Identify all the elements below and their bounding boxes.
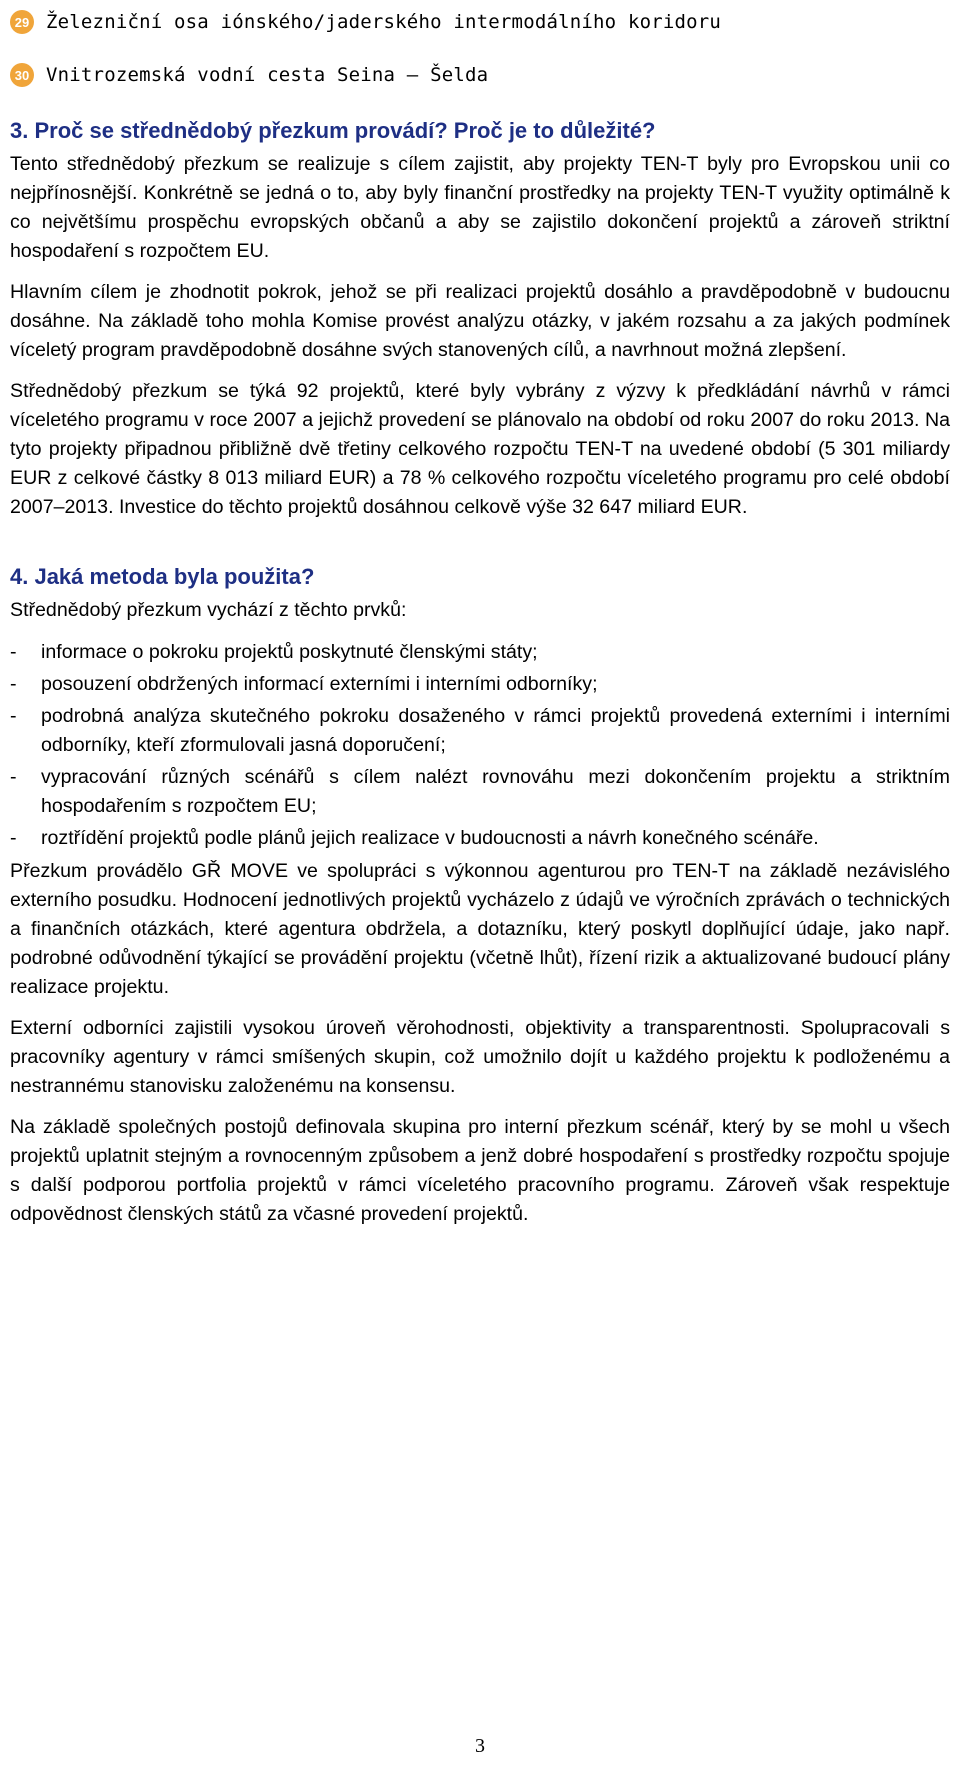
section-3-heading: 3. Proč se střednědobý přezkum provádí? Proč je to důležité? (10, 118, 656, 143)
list-item (10, 57, 950, 93)
bullet-marker: - (10, 827, 17, 849)
list-item (10, 4, 950, 40)
bullet-item (10, 638, 950, 667)
lead-paragraph: Střednědobý přezkum vychází z těchto prvků: (10, 599, 407, 621)
bullet-text: informace o pokroku projektů poskytnuté členskými státy; (41, 641, 538, 663)
number-badge: 29 (10, 10, 34, 34)
bullet-item (10, 763, 950, 821)
paragraph: Na základě společných postojů definovala skupina pro interní přezkum scénář, který by se mohl u všech projektů uplatnit stejným a rovnocenným způsobem a jenž dobré hospodaření s prostředky rozpočtu spojuje s další podporou portfolia projektů v rámci víceletého pracovního programu. Zároveň však respektuje odpovědnost členských států za včasné provedení projektů. (10, 1116, 950, 1225)
bullet-item (10, 702, 950, 760)
bullet-text: vypracování různých scénářů s cílem nalézt rovnováhu mezi dokončením projektu a striktním hospodařením s rozpočtem EU; (41, 766, 950, 817)
bullet-text: posouzení obdržených informací externími i interními odborníky; (41, 673, 598, 695)
bullet-marker: - (10, 641, 17, 663)
bullet-list (10, 638, 950, 853)
paragraph: Přezkum provádělo GŘ MOVE ve spolupráci s výkonnou agenturou pro TEN-T na základě nezávislého externího posudku. Hodnocení jednotlivých projektů vycházelo z údajů ve výročních zprávách o technických a finančních otázkách, které agentura obdržela, a dotazníku, který poskytl doplňující údaje, jako např. podrobné odůvodnění týkající se provádění projektu (včetně lhůt), řízení rizik a aktualizované budoucí plány realizace projektu. (10, 860, 950, 998)
bullet-item (10, 670, 950, 699)
page-number: 3 (475, 1735, 485, 1757)
paragraph: Střednědobý přezkum se týká 92 projektů, které byly vybrány z výzvy k předkládání návrhů v rámci víceletého programu v roce 2007 a jejichž provedení se plánovalo na období od roku 2007 do roku 2013. Na tyto projekty připadnou přibližně dvě třetiny celkového rozpočtu TEN-T na uvedené období (5 301 miliardy EUR z celkové částky 8 013 miliard EUR) a 78 % celkového rozpočtu víceletého programu pro celé období 2007–2013. Investice do těchto projektů dosáhnou celkově výše 32 647 miliard EUR. (10, 380, 950, 518)
bullet-marker: - (10, 705, 17, 727)
numbered-list (10, 4, 950, 93)
paragraph: Tento střednědobý přezkum se realizuje s cílem zajistit, aby projekty TEN-T byly pro Evropskou unii co nejpřínosnější. Konkrétně se jedná o to, aby byly finanční prostředky na projekty TEN-T využity optimálně k co největšímu prospěchu evropských občanů a aby se zajistilo dokončení projektů a zároveň striktní hospodaření s rozpočtem EU. (10, 153, 950, 262)
bullet-item (10, 824, 950, 853)
list-item-text: Vnitrozemská vodní cesta Seina — Šelda (46, 64, 489, 86)
section-4-heading: 4. Jaká metoda byla použita? (10, 564, 315, 589)
bullet-marker: - (10, 673, 17, 695)
bullet-text: roztřídění projektů podle plánů jejich realizace v budoucnosti a návrh konečného scénáře. (41, 827, 819, 849)
paragraph: Hlavním cílem je zhodnotit pokrok, jehož se při realizaci projektů dosáhlo a pravděpodobně v budoucnu dosáhne. Na základě toho mohla Komise provést analýzu otázky, v jakém rozsahu a za jakých podmínek víceletý program pravděpodobně dosáhne svých stanovených cílů, a navrhnout možná zlepšení. (10, 281, 950, 361)
paragraph: Externí odborníci zajistili vysokou úroveň věrohodnosti, objektivity a transparentnosti. Spolupracovali s pracovníky agentury v rámci smíšených skupin, což umožnilo dojít u každého projektu k podloženému a nestrannému stanovisku založenému na konsensu. (10, 1017, 950, 1097)
list-item-text: Železniční osa iónského/jaderského intermodálního koridoru (46, 11, 722, 33)
bullet-text: podrobná analýza skutečného pokroku dosaženého v rámci projektů provedená externími i interními odborníky, kteří zformulovali jasná doporučení; (41, 705, 950, 756)
bullet-marker: - (10, 766, 17, 788)
number-badge: 30 (10, 63, 34, 87)
